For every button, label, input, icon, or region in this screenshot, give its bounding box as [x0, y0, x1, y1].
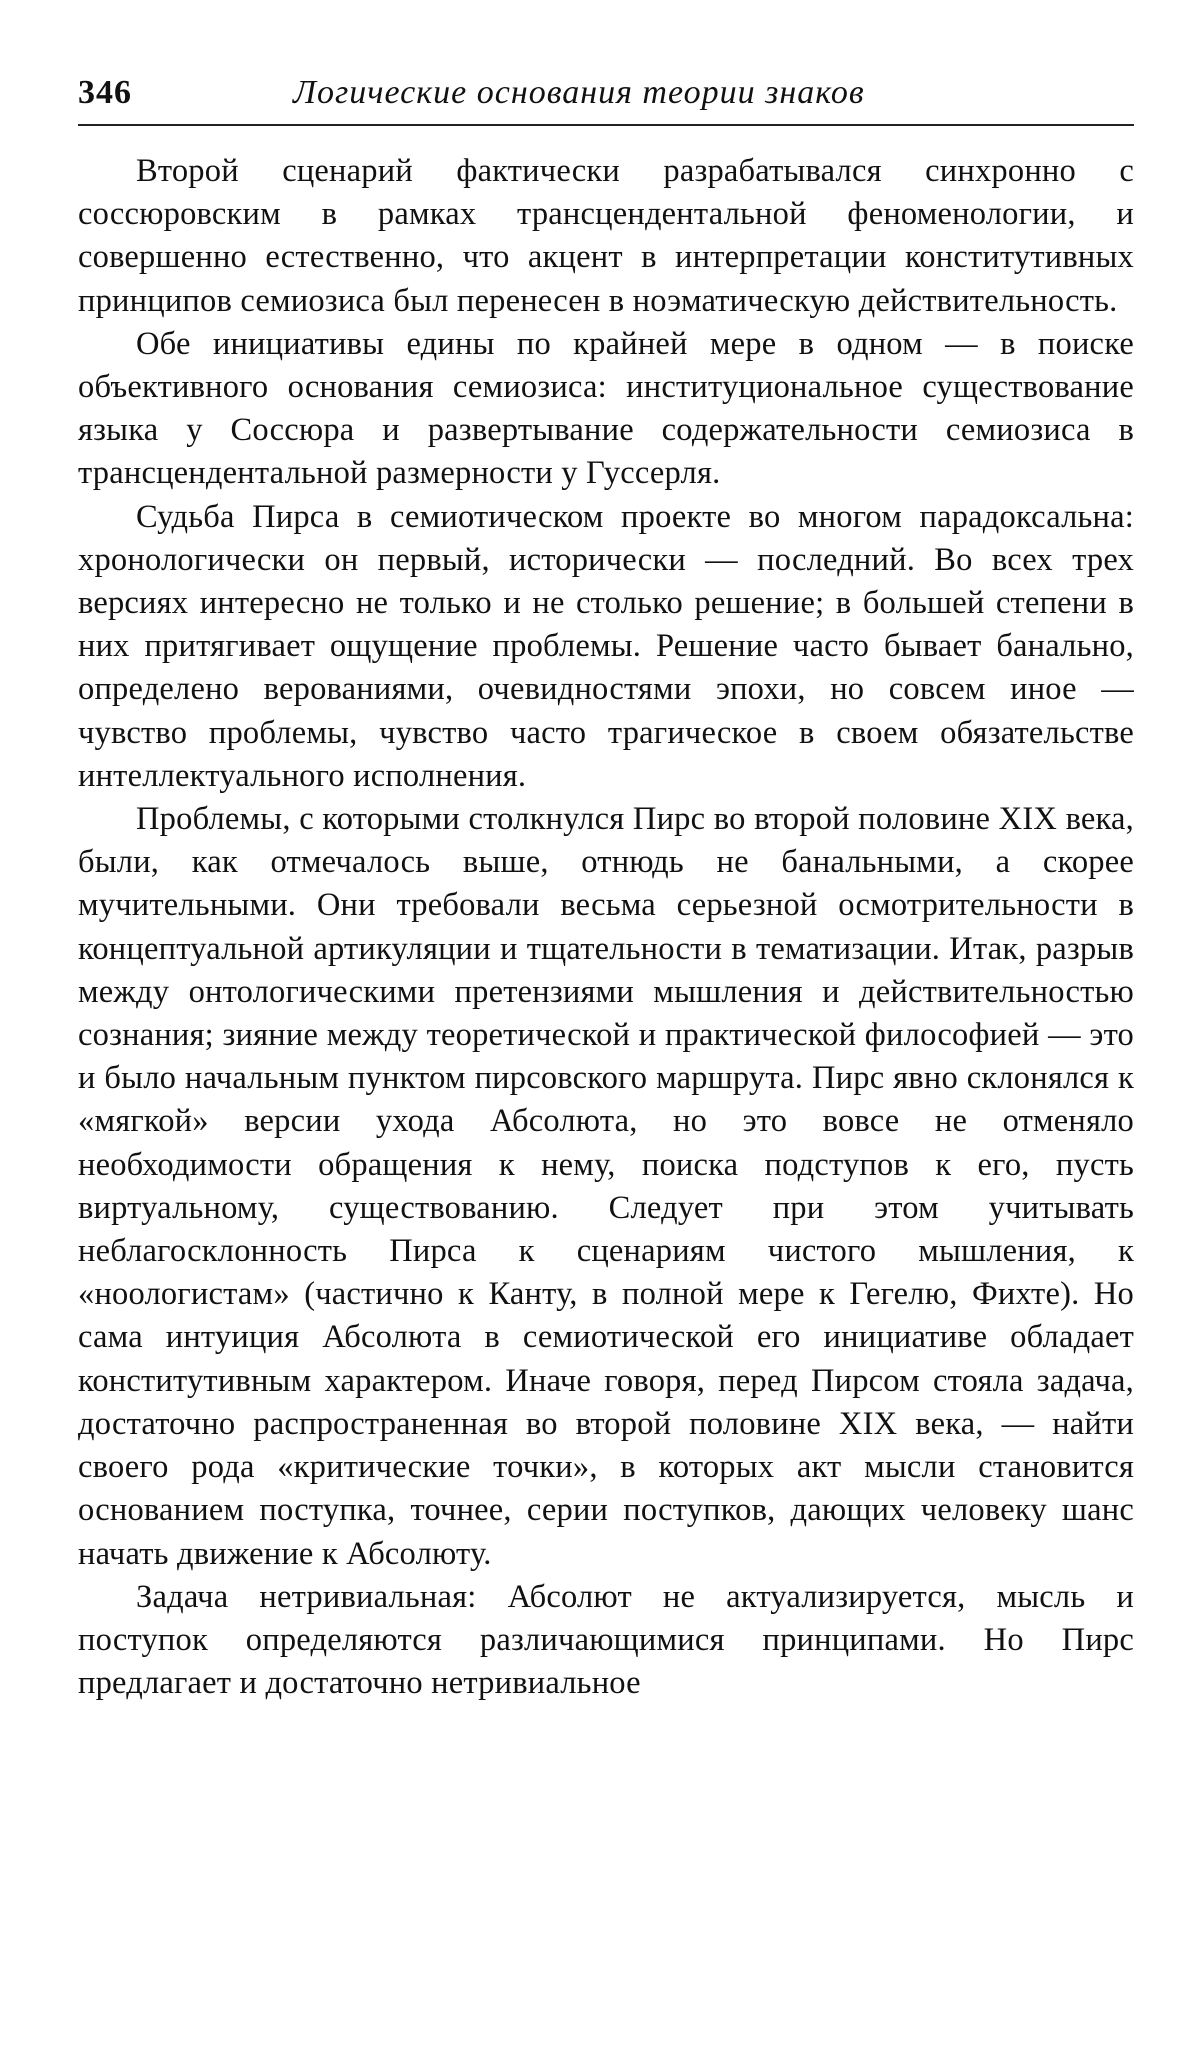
paragraph-2: Обе инициативы едины по крайней мере в одном — в поиске объективного основания семиозиса: институциональное существование языка у Соссюра и развертывание содержательности семиозиса в трансцендентальной размерности у Гуссерля.	[78, 325, 1134, 492]
running-header	[78, 72, 1134, 126]
body-text	[78, 150, 1134, 1705]
book-page	[78, 72, 1134, 1705]
running-title: Логические основания теории знаков	[293, 74, 865, 111]
paragraph-1: Второй сценарий фактически разрабатывался синхронно с соссюровским в рамках трансцендентальной феноменологии, и совершенно естественно, что акцент в интерпретации конститутивных принципов семиозиса был перенесен в ноэматическую действительность.	[78, 153, 1134, 319]
paragraph-5: Задача нетривиальная: Абсолют не актуализируется, мысль и поступок определяются различающимися принципами. Но Пирс предлагает и достаточно нетривиальное	[78, 1578, 1134, 1702]
paragraph-3: Судьба Пирса в семиотическом проекте во многом парадоксальна: хронологически он первый, исторически — последний. Во всех трех версиях интересно не только и не столько решение; в большей степени в них притягивает ощущение проблемы. Решение часто бывает банально, определено верованиями, очевидностями эпохи, но совсем иное — чувство проблемы, чувство часто трагическое в своем обязательстве интеллектуального исполнения.	[78, 498, 1134, 794]
page-number: 346	[78, 74, 132, 111]
paragraph-4: Проблемы, с которыми столкнулся Пирс во второй половине XIX века, были, как отмечалось выше, отнюдь не банальными, а скорее мучительными. Они требовали весьма серьезной осмотрительности в концептуальной артикуляции и тщательности в тематизации. Итак, разрыв между онтологическими претензиями мышления и действительностью сознания; зияние между теоретической и практической философией — это и было начальным пунктом пирсовского маршрута. Пирс явно склонялся к «мягкой» версии ухода Абсолюта, но это вовсе не отменяло необходимости обращения к нему, поиска подступов к его, пусть виртуальному, существованию. Следует при этом учитывать неблагосклонность Пирса к сценариям чистого мышления, к «ноологистам» (частично к Канту, в полной мере к Гегелю, Фихте). Но сама интуиция Абсолюта в семиотической его инициативе обладает конститутивным характером. Иначе говоря, перед Пирсом стояла задача, достаточно распространенная во второй половине XIX века, — найти своего рода «критические точки», в которых акт мысли становится основанием поступка, точнее, серии поступков, дающих человеку шанс начать движение к Абсолюту.	[78, 801, 1134, 1572]
